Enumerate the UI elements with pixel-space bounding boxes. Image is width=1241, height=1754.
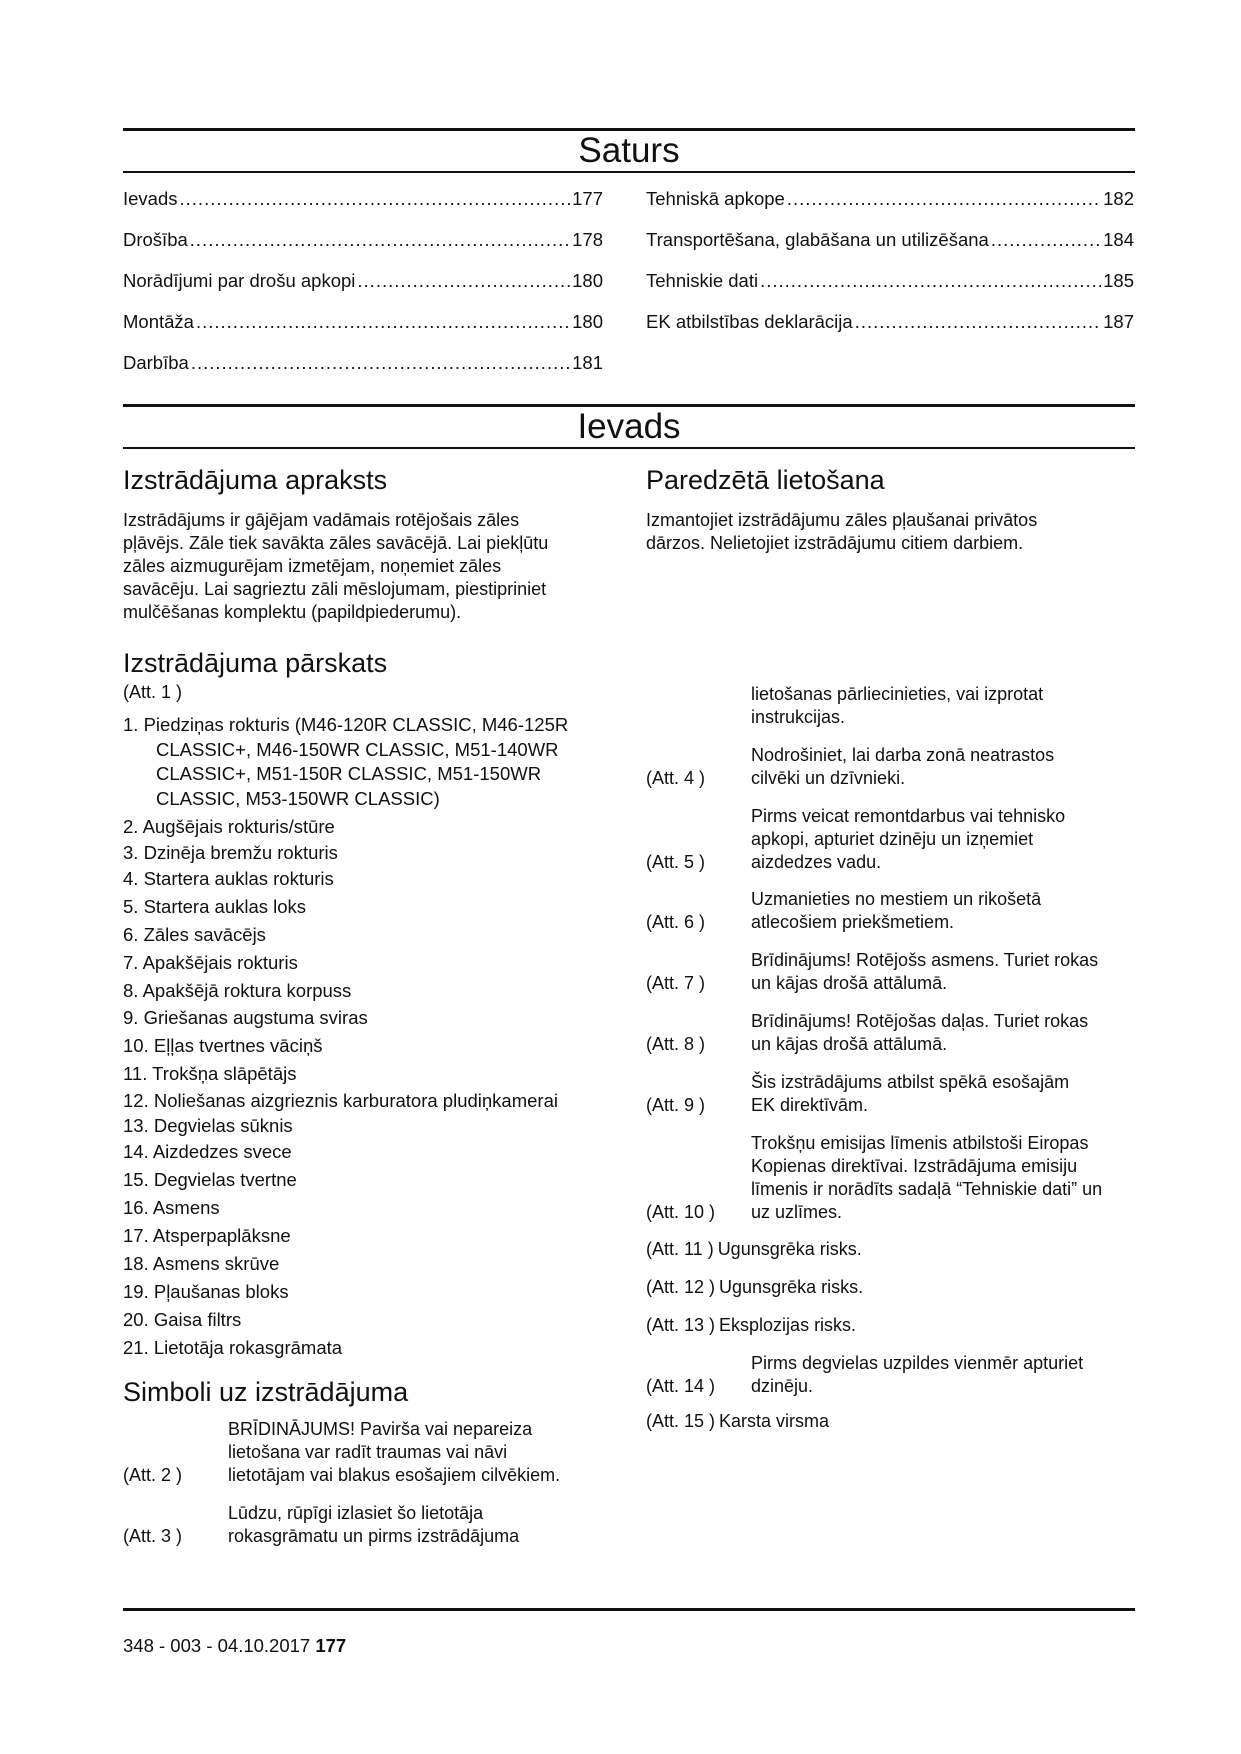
symbols-heading: Simboli uz izstrādājuma [123, 1377, 409, 1407]
symbol-continuation: lietošanas pārliecinieties, vai izprotat instrukcijas. [751, 684, 1044, 727]
toc-entry[interactable] [123, 310, 603, 334]
description-text: Izstrādājums ir gājējam vadāmais rotējošais zāles pļāvējs. Zāle tiek savākta zāles savācējā. Lai piekļūtu zāles aizmugurējam izmetējam, noņemiet zāles savācēju. Lai sagrieztu zāli mēslojumam, piestipriniet mulčēšanas komplektu (papildpiederumu). [123, 510, 549, 622]
symbol-ref: (Att. 9 ) [646, 1095, 706, 1115]
list-item: 3. Dzinēja bremžu rokturis [123, 841, 338, 863]
list-item: 21. Lietotāja rokasgrāmata [123, 1336, 343, 1358]
list-item: 11. Trokšņa slāpētājs [123, 1063, 297, 1085]
footer-rule [123, 1608, 1135, 1611]
toc-entry-page: 177 [572, 188, 603, 209]
toc-entry[interactable] [123, 228, 603, 252]
intended-use-text: Izmantojiet izstrādājumu zāles pļaušanai privātos dārzos. Nelietojiet izstrādājumu citiem darbiem. [646, 510, 1038, 553]
symbol-entry: (Att. 12 ) Ugunsgrēka risks. [646, 1277, 864, 1297]
symbol-ref: (Att. 3 ) [123, 1526, 183, 1546]
toc-entry-label: Ievads [123, 188, 178, 209]
toc-entry-page: 180 [572, 311, 603, 332]
symbol-ref: (Att. 15 ) [646, 1411, 716, 1431]
toc-entry-page: 185 [1103, 270, 1134, 291]
toc-entry[interactable] [646, 269, 1134, 293]
toc-entry[interactable] [123, 187, 603, 211]
overview-parts-list [123, 712, 603, 1361]
list-item: 2. Augšējais rokturis/stūre [123, 816, 335, 837]
list-item: 8. Apakšējā roktura korpuss [123, 979, 352, 1001]
footer-doc-code: 348 - 003 - 04.10.2017 [123, 1635, 311, 1656]
toc-entry-page: 182 [1103, 188, 1134, 209]
symbol-ref: (Att. 2 ) [123, 1465, 183, 1485]
list-item: 5. Startera auklas loks [123, 895, 307, 917]
toc-bottom-rule [123, 171, 1135, 173]
symbol-ref: (Att. 4 ) [646, 768, 706, 788]
list-item: 18. Asmens skrūve [123, 1252, 280, 1274]
list-item: 7. Apakšējais rokturis [123, 951, 298, 973]
symbol-ref: (Att. 13 ) [646, 1315, 716, 1335]
symbol-entry: (Att. 4 ) Nodrošiniet, lai darba zonā neatrastos cilvēki un dzīvnieki. [646, 745, 1055, 788]
symbol-entry: (Att. 6 ) Uzmanieties no mestiem un rikošetā atlecošiem priekšmetiem. [646, 889, 1042, 932]
symbol-ref: (Att. 8 ) [646, 1034, 706, 1054]
toc-entry-label: Transportēšana, glabāšana un utilizēšana [646, 229, 989, 250]
symbol-ref: (Att. 10 ) [646, 1202, 716, 1222]
description-heading: Izstrādājuma apraksts [123, 465, 388, 495]
toc-entry-label: Tehniskā apkope [646, 188, 785, 209]
symbol-entry: (Att. 11 ) Ugunsgrēka risks. [646, 1239, 862, 1259]
toc-entry-label: Drošība [123, 229, 188, 250]
list-item: 12. Noliešanas aizgrieznis karburatora pludiņkamerai [123, 1090, 558, 1112]
toc-entry-page: 178 [572, 229, 603, 250]
list-item: 17. Atsperpaplāksne [123, 1224, 291, 1246]
toc-entry-page: 184 [1103, 229, 1134, 250]
page-footer [123, 1634, 346, 1658]
symbol-entry: (Att. 10 ) Trokšņu emisijas līmenis atbilstoši Eiropas Kopienas direktīvai. Izstrādājuma emisiju līmenis ir norādīts sadaļā “Tehniskie dati” un uz uzlīmes. [646, 1133, 1103, 1222]
symbol-entry: (Att. 15 ) Karsta virsma [646, 1411, 830, 1431]
toc-entry[interactable] [123, 269, 603, 293]
intro-bottom-rule [123, 447, 1135, 449]
list-item: 14. Aizdedzes svece [123, 1141, 292, 1163]
intro-title: Ievads [577, 407, 681, 446]
symbol-entry: (Att. 14 ) Pirms degvielas uzpildes vienmēr apturiet dzinēju. [646, 1353, 1084, 1396]
toc-entry-label: Darbība [123, 352, 189, 373]
toc-entry-page: 181 [572, 352, 603, 373]
symbol-ref: (Att. 12 ) [646, 1277, 716, 1297]
toc-entry[interactable] [646, 187, 1134, 211]
list-item: 13. Degvielas sūknis [123, 1115, 293, 1137]
overview-heading: Izstrādājuma pārskats [123, 648, 388, 678]
symbol-ref: (Att. 14 ) [646, 1376, 716, 1396]
list-item: 4. Startera auklas rokturis [123, 867, 334, 889]
symbol-ref: (Att. 6 ) [646, 912, 706, 932]
list-item: 16. Asmens [123, 1196, 220, 1218]
intended-use-heading: Paredzētā lietošana [646, 465, 885, 495]
toc-entry-label: Tehniskie dati [646, 270, 759, 291]
list-item: 19. Pļaušanas bloks [123, 1280, 289, 1302]
list-item: 15. Degvielas tvertne [123, 1169, 297, 1191]
toc-entry[interactable] [123, 351, 603, 375]
list-item: 20. Gaisa filtrs [123, 1308, 242, 1330]
toc-title: Saturs [578, 131, 680, 170]
symbol-entry: (Att. 7 ) Brīdinājums! Rotējošs asmens. Turiet rokas un kājas drošā attālumā. [646, 950, 1099, 993]
list-item: 1. Piedziņas rokturis (M46-120R CLASSIC, M46-125R CLASSIC+, M46-150WR CLASSIC, M51-140WR CLASSIC+, M51-150R CLASSIC, M51-150WR CLASSIC, M53-150WR CLASSIC) [123, 714, 569, 809]
symbol-entry: (Att. 5 ) Pirms veicat remontdarbus vai tehnisko apkopi, apturiet dzinēju un izņemiet aizdedzes vadu. [646, 806, 1066, 872]
symbol-ref: (Att. 5 ) [646, 852, 706, 872]
toc-entry[interactable] [646, 310, 1134, 334]
list-item: 10. Eļļas tvertnes vāciņš [123, 1035, 323, 1057]
list-item: 9. Griešanas augstuma sviras [123, 1007, 368, 1029]
symbol-entry: (Att. 8 ) Brīdinājums! Rotējošas daļas. Turiet rokas un kājas drošā attālumā. [646, 1011, 1089, 1054]
toc-entry-label: Norādījumi par drošu apkopi [123, 270, 356, 291]
overview-figure-ref: (Att. 1 ) [123, 682, 183, 702]
toc-entry-page: 187 [1103, 311, 1134, 332]
toc-entry[interactable] [646, 228, 1134, 252]
symbol-entry: (Att. 2 ) BRĪDINĀJUMS! Pavirša vai nepareiza lietošana var radīt traumas vai nāvi lietotājam vai blakus esošajiem cilvēkiem. [123, 1419, 561, 1485]
symbol-entry: (Att. 3 ) Lūdzu, rūpīgi izlasiet šo lietotāja rokasgrāmatu un pirms izstrādājuma [123, 1503, 520, 1546]
page-number: 177 [315, 1635, 347, 1656]
symbol-entry: (Att. 13 ) Eksplozijas risks. [646, 1315, 857, 1335]
toc-entry-label: EK atbilstības deklarācija [646, 311, 853, 332]
list-item: 6. Zāles savācējs [123, 923, 266, 945]
toc-entry-page: 180 [572, 270, 603, 291]
symbol-ref: (Att. 11 ) [646, 1239, 714, 1259]
symbol-entry: (Att. 9 ) Šis izstrādājums atbilst spēkā esošajām EK direktīvām. [646, 1072, 1070, 1115]
symbol-ref: (Att. 7 ) [646, 973, 706, 993]
toc-entry-label: Montāža [123, 311, 194, 332]
